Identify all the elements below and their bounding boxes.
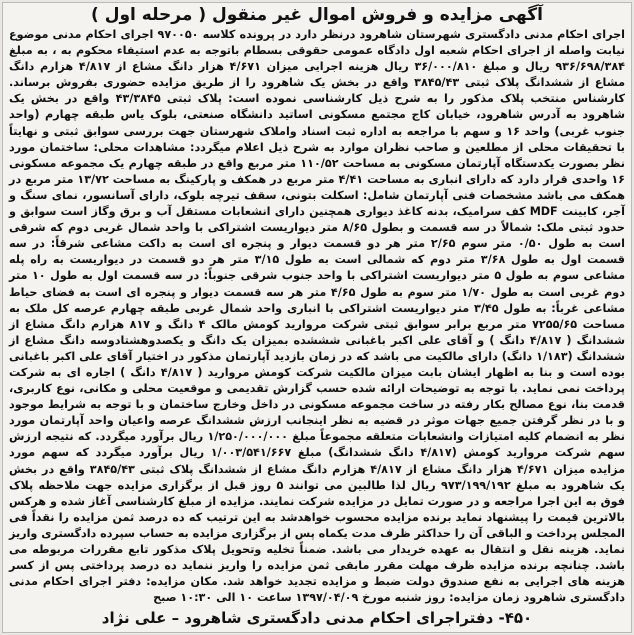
notice-footer: ۴۵۰- دفتراجرای احکام مدنی دادگستری شاهرود – علی نژاد xyxy=(101,609,533,627)
notice-title: آگهی مزایده و فروش اموال غیر منقول ( مرحله اول ) xyxy=(91,5,543,25)
notice-body: اجرای احکام مدنی دادگستری شهرستان شاهرود درنظر دارد در پرونده کلاسه ۹۷۰۰۵۰ اجرای احکام مدنی موضوع نیابت واصله از اجرای احکام شعبه اول دادگاه عمومی حقوقی بسطام باتوجه به عدم استیفاء محکوم به ، به مبلغ ۹۳۶/۶۹۸/۳۸۴ ریال و مبلغ ۳۶/۰۰۰/۸۱۰ ریال هزینه اجرایی میزان ۴/۶۷۱ هزار دانگ مشاع از ۴/۸۱۷ هزارم دانگ مشاع از ششدانگ پلاک ثبتی ۳۸۴۵/۴۳ واقع در بخش یک شاهرود را از طریق مزایده حضوری بفروش برساند. کارشناس منتخب پلاک مذکور را به شرح ذیل کارشناسی نموده است: پلاک ثبتی ۴۳/۳۸۴۵ واقع در بخش یک شاهرود به آدرس شاهرود، خیابان کاج مجتمع مسکونی اساتید دانشگاه صنعتی، بلوک یاس طبقه چهارم (واحد جنوب غربی) واحد ۱۶ و سهم با مراجعه به اداره ثبت اسناد واملاک شهرستان جهت بررسی سوابق ثبتی و نهایتاً با تحقیقات محلی از مطلعین و صاحب نظران موارد به شرح ذیل اعلام میگردد: مشاهدات محلی: ساختمان مورد نظر بصورت یکدستگاه آپارتمان مسکونی به مساحت ۱۱۰/۵۲ متر مربع واقع در طبقه چهارم یک مجموعه مسکونی ۱۶ واحدی قرار دارد که دارای انباری به مساحت ۴/۴۱ متر مربع در همکف و پارکینگ به مساحت ۱۳/۷۲ متر مربع در همکف می باشد مشخصات فنی آپارتمان شامل: اسکلت بتونی، سقف تیرچه بلوک، دارای آسانسور، نمای سنگ و آجر، کابینت MDF کف سرامیک، بدنه کاغذ دیواری همچنین دارای انشعابات مستقل آب و برق وگاز است سوابق و حدود ثبتی ملک: شمالاً در سه قسمت و بطول ۸/۶۵ متر دیواریست اشتراکی با واحد شمال غربی دوم که شرقی است به طول ۰/۵۰ متر سوم ۲/۶۵ متر هر دو قسمت دیوار و پنجره ای است به داکت مشاعی شرقاً: در سه قسمت اول به طول ۳/۶۸ متر دوم که شمالی است به طول ۳/۱۵ متر هر دو قسمت در دیواریست به راه پله مشاعی سوم به طول ۵ متر دیواریست اشتراکی با واحد جنوب شرقی جنوباً: در سه قسمت اول به طول ۱۰ متر دوم غربی است به طول ۱/۷۰ متر سوم به طول ۴/۶۵ متر هر سه قسمت دیوار و پنجره ای است به فضای حیاط مشاعی غرباً: به طول ۳/۴۵ متر دیواریست اشتراکی با انباری واحد شمال غربی طبقه چهارم عرصه کل ملک به مساحت ۷۲۵۵/۶۵ متر مربع برابر سوابق ثبتی شرکت مروارید کومش مالک ۴ دانگ و ۸۱۷ هزارم دانگ مشاع از ششدانگ ( ۴/۸۱۷ دانگ ) و آقای علی اکبر باغبانی شششده بمیزان یک دانگ و یکصدوهشتادوسه دانگ مشاع از ششدانگ (۱/۱۸۳ دانگ) دارای مالکیت می باشد که در زمان بازدید آپارتمان مذکور در اختیار آقای علی اکبر باغبانی بوده است و بنا به اظهار ایشان بابت میزان مالکیت شرکت کومش مروارید ( ۴/۸۱۷ دانگ ) اجاره ای به شرکت پرداخت نمی نماید. با توجه به توضیحات ارائه شده حسب گزارش تقدیمی و موقعیت محلی و مکانی، نوع کاربری، قدمت بنا، نوع مصالح بکار رفته در ساخت مجموعه مسکونی در داخل وخارج ساختمان و با توجه به شرایط موجود و با در نظر گرفتن جمیع جهات موثر در قضیه به نظر اینجانب ارزش ششدانگ عرصه واعیان واحد آپارتمان مورد نظر به انضمام کلیه امتیازات وانشعابات متعلقه مجموعاً مبلغ ۱/۲۵۰/۰۰۰/۰۰۰ ریال برآورد میگردد. که نتیجه ارزش سهم شرکت مروارید کومش (۴/۸۱۷ دانگ ششدانگ) مبلغ ۱/۰۰۳/۵۴۱/۶۶۷ ریال برآورد میگردد که سهم مورد مزایده میزان ۴/۶۷۱ هزار دانگ مشاع از ۴/۸۱۷ هزارم دانگ مشاع از ششدانگ پلاک ثبتی ۳۸۴۵/۴۳ واقع در بخش یک شاهرود به مبلغ ۹۷۳/۱۹۹/۱۹۲ ریال لذا طالبین می توانند ۵ روز قبل از برگزاری مزایده جهت ملاحظه پلاک فوق به این اجرا مراجعه و در صورت تمایل در مزایده شرکت نمایند. مزایده از مبلغ کارشناسی آغاز شده و هرکس بالاترین قیمت را پیشنهاد نماید برنده مزایده محسوب خواهدشد به این ترتیب که ده درصد ثمن مزایده را نقداً فی المجلس پرداخت و الباقی آن را حداکثر ظرف مدت یکماه پس از برگزاری مزایده به حساب سپرده دادگستری واریز نماید. هزینه نقل و انتقال به عهده خریدار می باشد. ضمناً تخلیه وتحویل پلاک مذکور تابع مقررات مربوطه می باشد. چنانچه برنده مزایده ظرف مهلت مقرر مابقی ثمن مزایده را واریز ننماید ده درصد پرداختی پس از کسر هزینه های اجرایی به نفع صندوق دولت ضبط و مزایده تجدید خواهد شد. مکان مزایده: دفتر اجرای احکام مدنی دادگستری شاهرود زمان مزایده: روز شنبه مورخ ۱۳۹۷/۰۴/۰۹ ساعت ۱۰ الی ۱۰:۳۰ صبح xyxy=(9,28,626,605)
notice-page xyxy=(2,2,632,633)
